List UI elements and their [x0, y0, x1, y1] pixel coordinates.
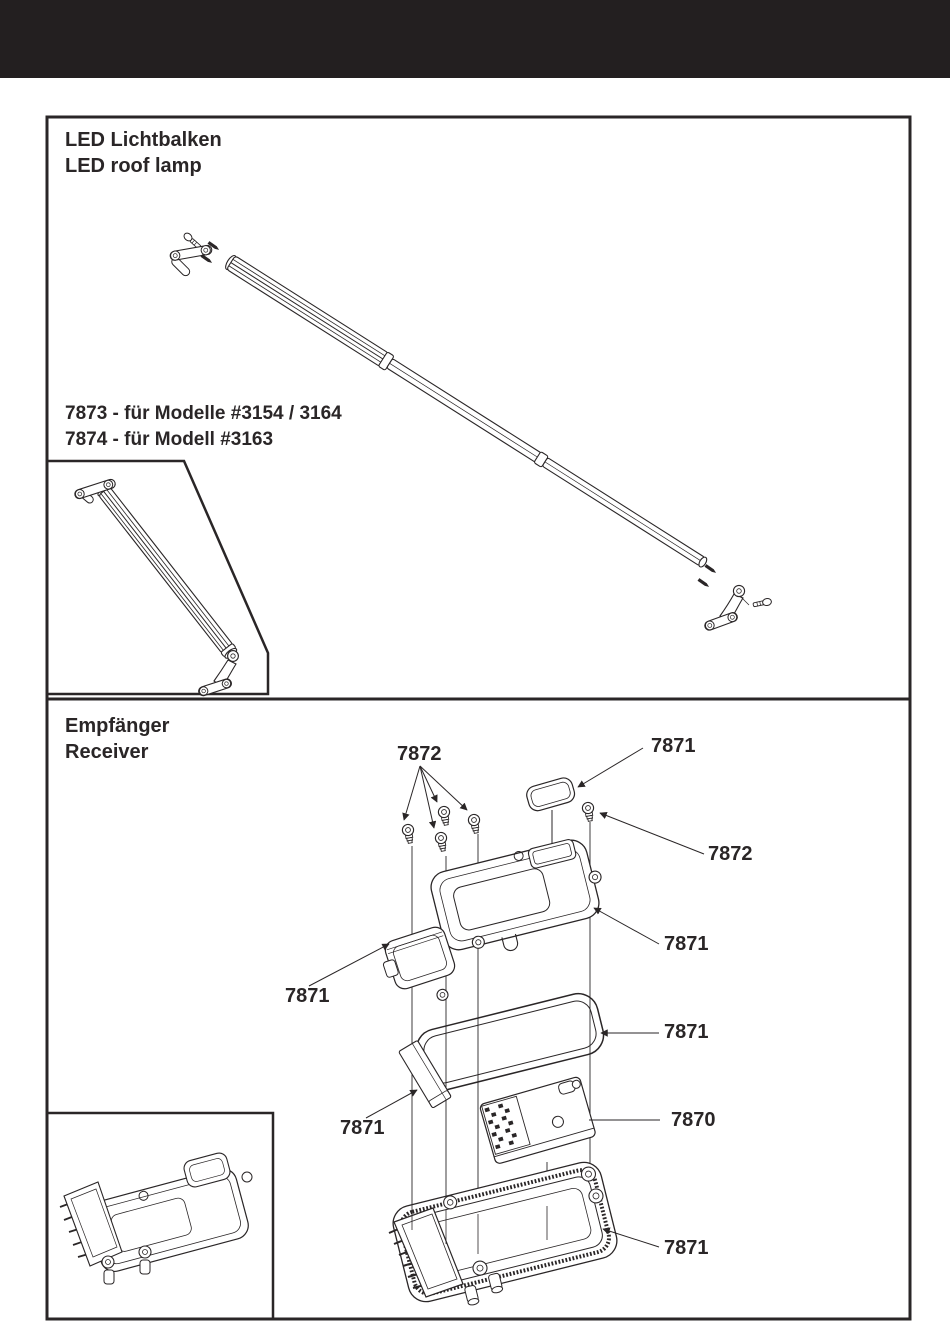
section-frames [47, 117, 910, 1319]
part-case-bottom-drawing [389, 1159, 624, 1319]
led-bar-clamp-left [170, 245, 213, 278]
receiver-exploded-drawing [309, 748, 704, 1319]
led-bar-pins-right [698, 564, 717, 588]
callout-leader-lines [309, 748, 704, 1247]
receiver-section-title-de: Empfänger [65, 715, 170, 737]
callout-foam-pad: 7871 [340, 1117, 385, 1139]
led-bar-end-screw-right [741, 597, 772, 608]
receiver-assembled-inset-drawing [60, 1150, 252, 1284]
led-bar-inset-drawing [74, 478, 239, 697]
part-lid-drawing [427, 833, 613, 965]
callout-lid: 7871 [664, 933, 709, 955]
part-receiver-unit-drawing [479, 1076, 596, 1164]
callout-case-bottom: 7871 [664, 1237, 709, 1259]
receiver-section-title-en: Receiver [65, 741, 149, 763]
part-foam-drawing [399, 1040, 452, 1108]
callout-gasket: 7871 [664, 1021, 709, 1043]
callout-receiver-unit: 7870 [671, 1109, 716, 1131]
callout-cap: 7871 [651, 735, 696, 757]
callout-clip: 7871 [285, 985, 330, 1007]
led-section-title-en: LED roof lamp [65, 155, 202, 177]
led-section-title-de: LED Lichtbalken [65, 129, 222, 151]
callout-screw-right: 7872 [708, 843, 753, 865]
led-part-note-1: 7873 - für Modelle #3154 / 3164 [65, 403, 342, 424]
led-part-note-2: 7874 - für Modell #3163 [65, 429, 274, 450]
callout-screws-top: 7872 [397, 743, 442, 765]
part-cap-drawing [525, 776, 577, 813]
led-bar-bracket-right [704, 585, 745, 631]
